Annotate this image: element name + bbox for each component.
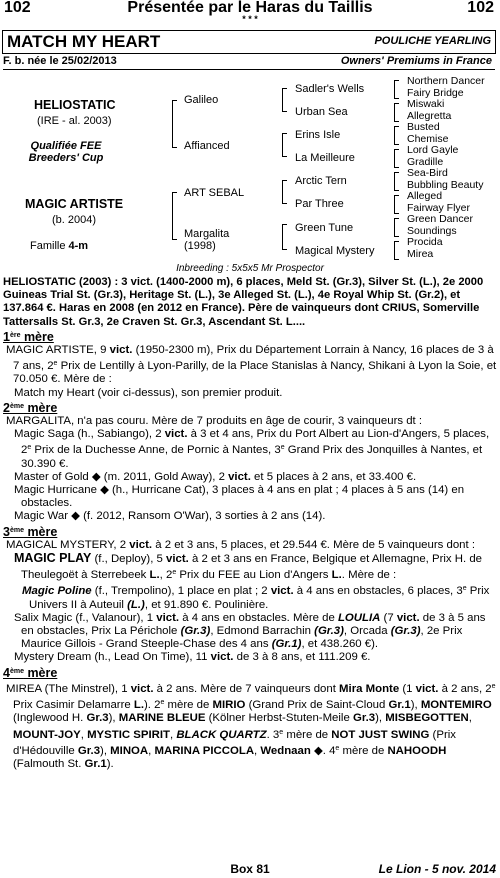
t: (Kölner Herbst-Stuten-Meile	[205, 712, 353, 725]
t: Magic Saga (h., Sabiango), 2	[14, 428, 165, 441]
t: . 3	[266, 728, 280, 741]
g4-10: Bubbling Beauty	[407, 179, 484, 191]
t: à 3 et 4 ans, Prix du Port Albert au Lion-d'Angers, 5 places, 2	[21, 428, 490, 457]
t: à 2 ans. Mère de 7 vainqueurs dont	[153, 682, 340, 695]
heading-3eme-mere	[3, 524, 497, 539]
bracket-g3-7	[394, 218, 399, 237]
t: MISBEGOTTEN	[385, 712, 469, 725]
h1-word: mère	[20, 329, 54, 344]
bracket-margalita	[282, 224, 287, 250]
t: (Gr.3)	[180, 625, 211, 638]
g4-12: Fairway Flyer	[407, 202, 471, 214]
g4-13: Green Dancer	[407, 213, 473, 225]
sire-paragraph: HELIOSTATIC (2003) : 3 vict. (1400-2000 m), 6 places, Meld St. (Gr.3), Silver St. (L.), 2e 2000 Guineas Trial St. (Gr.3), Heritage St. (L.), 3e Alleged St. (L.), 4e Royal Whip St. (Gr.2), et 137.864 €. Haras en 2008 (en 2012 en France). Père de vainqueurs dont CRIUS, Somerville Tattersalls St. Gr.3, 2e Craven St. Gr.3, Ascendant St. L....	[3, 276, 484, 328]
famille-number: 4-m	[68, 240, 89, 252]
t: vict.	[129, 538, 153, 551]
t: ).	[106, 757, 114, 770]
t: à 4 ans en obstacles, 6 places, 3	[293, 585, 463, 598]
t: e	[491, 682, 496, 690]
t: L.	[331, 569, 342, 582]
g4-11: Alleged	[407, 190, 443, 202]
t: (Gr.3)	[390, 625, 421, 638]
t: Magic Poline	[22, 585, 92, 598]
t: (Prix d'Hédouville	[13, 728, 456, 757]
t: Prix Univers II à Auteuil	[29, 585, 490, 611]
t: (1950-2300 m), Prix du Département Lorrain à Nancy, 16 places de 3 à 7 ans, 2	[13, 344, 494, 373]
t: Prix du FEE au Lion d'Angers	[176, 569, 332, 582]
t: vict.	[210, 651, 234, 664]
g3-par-three: Par Three	[295, 198, 344, 210]
para-4eme-mere	[3, 680, 497, 771]
t: mère de	[339, 744, 388, 757]
h1-sup: ère	[9, 331, 21, 339]
g2-affianced: Affianced	[184, 140, 230, 152]
para-magic-war: Magic War ◆ (f. 2012, Ransom O'War), 3 sorties à 2 ans (14).	[14, 510, 326, 523]
g3-la-meilleure: La Meilleure	[295, 152, 355, 164]
t: ),	[410, 699, 421, 712]
t: Prix de la Duchesse Anne, de Pornic à Nantes, 3	[31, 444, 281, 457]
g3-urban-sea: Urban Sea	[295, 106, 348, 118]
t: , 2	[159, 569, 173, 582]
t: L.	[149, 569, 160, 582]
t: Salix Magic (f., Valanour), 1	[14, 611, 157, 624]
para-salix-magic	[3, 612, 497, 652]
t: (1	[399, 682, 416, 695]
t: (Inglewood H.	[13, 712, 87, 725]
t: MAGIC ARTISTE, 9	[6, 344, 110, 357]
t: ,	[468, 712, 472, 725]
t: à 2 et 3 ans, 5 places, et 29.544 €. Mère de 5 vainqueurs dont :	[152, 538, 475, 551]
t: ,	[169, 728, 177, 741]
t: vict.	[156, 611, 180, 624]
t: e	[279, 728, 284, 736]
t: , Orcada	[343, 625, 391, 638]
t: Gr.1	[84, 757, 107, 770]
t: Master of Gold ◆ (m. 2011, Gold Away), 2	[14, 470, 229, 483]
t: Gr.3	[86, 712, 109, 725]
h2-sup: ème	[9, 402, 24, 410]
t: ,	[80, 728, 88, 741]
h4-num: 4	[3, 665, 10, 680]
t: ),	[375, 712, 386, 725]
bracket-g3-5	[394, 172, 399, 191]
famille	[30, 240, 88, 252]
para-master-of-gold	[3, 471, 497, 484]
t: MIRIO	[212, 699, 246, 712]
t: à 2 ans, 2	[438, 682, 492, 695]
t: (L.)	[127, 598, 145, 611]
horse-type: POULICHE YEARLING	[374, 35, 491, 47]
para-magic-play	[3, 552, 497, 582]
t: e	[462, 585, 467, 593]
t: vict.	[109, 344, 133, 357]
t: vict.	[270, 585, 294, 598]
t: à 4 ans en obstacles. Mère de	[179, 611, 338, 624]
t: . Mère de :	[341, 569, 397, 582]
t: e	[160, 699, 165, 707]
para-mystery-dream	[3, 651, 497, 664]
t: à 2 et 3 ans en France, Belgique et Allemagne, Prix H. de Theulegoët à Sterrebeek	[21, 553, 482, 582]
t: Gr.3	[77, 744, 101, 757]
horse-name: MATCH MY HEART	[7, 32, 161, 51]
h3-word: mère	[23, 524, 58, 539]
g2-art-sebal: ART SEBAL	[184, 187, 245, 199]
h4-word: mère	[23, 665, 58, 680]
t: Mira Monte	[339, 682, 400, 695]
heading-1ere-mere	[3, 329, 497, 344]
t: MAGIC PLAY	[14, 551, 92, 566]
t: (7	[380, 611, 397, 624]
g4-3: Miswaki	[407, 98, 445, 110]
h1-num: 1	[3, 329, 10, 344]
t: NOT JUST SWING	[331, 728, 430, 741]
t: , Edmond Barrachin	[210, 625, 315, 638]
sire-name: HELIOSTATIC	[34, 98, 116, 112]
bracket-g3-8	[394, 241, 399, 260]
t: Wednaan	[260, 744, 311, 757]
bracket-galileo	[282, 88, 287, 112]
sale-place-date: Le Lion - 5 nov. 2014	[378, 862, 496, 876]
bracket-art-sebal	[282, 180, 287, 204]
sire-note: Qualifiée FEE Breeders' Cup	[28, 140, 104, 164]
t: e	[280, 444, 285, 452]
t: (Grand Prix de Saint-Cloud	[245, 699, 389, 712]
bracket-g3-6	[394, 195, 399, 214]
t: MARINE BLEUE	[118, 712, 206, 725]
page-number-left: 102	[4, 0, 31, 16]
t: MONTEMIRO	[420, 699, 492, 712]
g4-6: Chemise	[407, 133, 449, 145]
t: NAHOODH	[387, 744, 447, 757]
g2-margalita: Margalita	[184, 228, 230, 240]
g4-2: Fairy Bridge	[407, 87, 464, 99]
box-number: Box 81	[230, 862, 270, 876]
g4-1: Northern Dancer	[407, 75, 485, 87]
t: e	[335, 744, 340, 752]
h2-word: mère	[23, 400, 58, 415]
g4-15: Procida	[407, 236, 443, 248]
t: , et 91.890 €. Poulinière.	[144, 598, 269, 611]
para-1ere-mere	[3, 344, 497, 387]
t: vict.	[415, 682, 439, 695]
bracket-dam	[172, 192, 177, 240]
g4-5: Busted	[407, 121, 440, 133]
g2-margalita-year: (1998)	[184, 240, 216, 252]
t: , 2e Prix Maurice Gillois - Grand Steeple-Chase des 4 ans	[21, 625, 463, 651]
g3-sadlers-wells: Sadler's Wells	[295, 83, 365, 95]
bracket-sire	[172, 100, 177, 148]
heading-2eme-mere	[3, 400, 497, 415]
t: ,	[254, 744, 261, 757]
t: Grand Prix des Jonquilles à Nantes, et 30.390 €.	[21, 444, 483, 470]
h3-num: 3	[3, 524, 10, 539]
t: MIREA (The Minstrel), 1	[6, 682, 131, 695]
t: mère de	[283, 728, 332, 741]
t: LOULIA	[337, 611, 381, 624]
pedigree-text	[3, 276, 497, 771]
sire-info: (IRE - al. 2003)	[37, 115, 112, 127]
t: Gr.3	[352, 712, 376, 725]
bracket-g3-3	[394, 126, 399, 145]
h2-num: 2	[3, 400, 10, 415]
dam-name: MAGIC ARTISTE	[25, 197, 124, 211]
t: BLACK QUARTZ	[176, 728, 267, 741]
t: Mystery Dream (h., Lead On Time), 11	[14, 651, 211, 664]
t: Prix de Lentilly à Lyon-Parilly, de la Place Stanislas à Nancy, Shikani à Lyon la Soie, et 70.050 €. Mère de :	[13, 360, 497, 386]
t: vict.	[166, 553, 189, 566]
page-title: Présentée par le Haras du Taillis	[127, 0, 373, 16]
t: ◆. 4	[310, 744, 336, 757]
heading-4eme-mere	[3, 665, 497, 680]
t: ),	[100, 744, 111, 757]
t: e	[53, 360, 58, 368]
header-stars: * * *	[242, 14, 258, 24]
bracket-g3-2	[394, 103, 399, 122]
t: ,	[148, 744, 155, 757]
bracket-affianced	[282, 133, 287, 157]
bracket-g3-1	[394, 80, 399, 99]
g4-8: Gradille	[407, 156, 444, 168]
para-magic-saga	[3, 428, 497, 471]
owners-premiums: Owners' Premiums in France	[340, 55, 492, 67]
bracket-g3-4	[394, 149, 399, 168]
page-footer	[0, 862, 500, 878]
g2-galileo: Galileo	[184, 94, 219, 106]
g3-erins-isle: Erins Isle	[295, 129, 341, 141]
t: e	[27, 444, 32, 452]
t: MINOA	[110, 744, 149, 757]
t: vict.	[228, 470, 251, 483]
t: MOUNT-JOY	[13, 728, 81, 741]
page-number-right: 102	[467, 0, 494, 16]
t: Gr.1	[388, 699, 411, 712]
t: (Gr.3)	[314, 625, 344, 638]
para-product-1: Match my Heart (voir ci-dessus), son premier produit.	[14, 386, 283, 399]
t: e	[172, 569, 177, 577]
t: de 3 à 8 ans, et 111.209 €.	[233, 651, 371, 664]
t: (Falmouth St.	[13, 757, 85, 770]
h3-sup: ème	[9, 526, 24, 534]
para-magic-poline	[3, 582, 497, 611]
t: MAGICAL MYSTERY, 2	[6, 538, 130, 551]
para-2eme-mere: MARGALITA, n'a pas couru. Mère de 7 produits en âge de courir, 3 vainqueurs dt :	[6, 415, 423, 428]
inbreeding-note: Inbreeding : 5x5x5 Mr Prospector	[176, 263, 324, 274]
g3-green-tune: Green Tune	[295, 222, 354, 234]
para-magic-hurricane: Magic Hurricane ◆ (h., Hurricane Cat), 3 places à 4 ans en plat ; 4 places à 5 ans (14) en obstacles.	[14, 484, 465, 510]
t: (f., Deploy), 5	[91, 553, 167, 566]
t: de 3 à 5 ans en obstacles, Prix La Périchole	[21, 611, 486, 638]
g3-magical-mystery: Magical Mystery	[295, 245, 375, 257]
t: Prix Casimir Delamarre	[13, 699, 134, 712]
t: vict.	[164, 428, 188, 441]
g4-14: Soundings	[407, 225, 457, 237]
g4-16: Mirea	[407, 248, 434, 260]
t: , et 438.260 €).	[301, 638, 379, 651]
g4-7: Lord Gayle	[407, 144, 459, 156]
t: et 5 places à 2 ans, et 33.400 €.	[250, 470, 417, 483]
t: MARINA PICCOLA	[154, 744, 255, 757]
t: L.	[133, 699, 145, 712]
birth-info: F. b. née le 25/02/2013	[3, 55, 117, 67]
t: vict.	[130, 682, 154, 695]
famille-prefix: Famille	[30, 240, 69, 252]
pedigree-table	[0, 0, 500, 290]
t: MYSTIC SPIRIT	[87, 728, 170, 741]
g4-4: Allegretta	[407, 110, 452, 122]
t: vict.	[396, 611, 420, 624]
dam-info: (b. 2004)	[52, 214, 97, 226]
g4-9: Sea-Bird	[407, 167, 448, 179]
t: mère de	[164, 699, 213, 712]
t: ),	[108, 712, 119, 725]
t: (Gr.1)	[271, 638, 302, 651]
g3-arctic-tern: Arctic Tern	[295, 175, 347, 187]
t: (f., Trempolino), 1 place en plat ; 2	[91, 585, 271, 598]
h4-sup: ème	[9, 667, 24, 675]
t: ). 2	[144, 699, 161, 712]
